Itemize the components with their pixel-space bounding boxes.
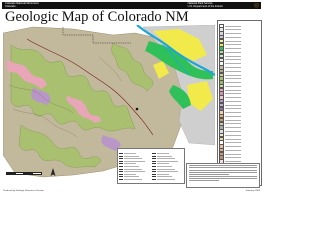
- symbol-key-label-placeholder: [157, 174, 169, 175]
- north-arrow-icon: [50, 168, 56, 177]
- legend-label-placeholder: [225, 161, 241, 162]
- note-line: [189, 176, 257, 177]
- symbol-key-line: [152, 166, 156, 167]
- map-notes: [186, 163, 260, 188]
- legend-label-placeholder: [225, 26, 241, 27]
- legend-label-placeholder: [225, 67, 241, 68]
- department-line: U.S. Department of the Interior: [187, 4, 223, 8]
- legend-label-placeholder: [225, 123, 241, 124]
- map-symbol-key: [117, 148, 185, 184]
- symbol-key-line: [152, 174, 156, 175]
- legend-items: [219, 24, 260, 186]
- symbol-key-line: [119, 179, 123, 180]
- symbol-key-line: [119, 161, 123, 162]
- legend-label-placeholder: [225, 37, 241, 38]
- park-name-line: Colorado National Monument: [5, 1, 39, 5]
- symbol-key-line: [152, 156, 156, 157]
- symbol-key-label-placeholder: [157, 179, 175, 180]
- legend-label-placeholder: [225, 105, 241, 106]
- symbol-key-label-placeholder: [124, 158, 142, 159]
- footer-date: February 2008: [245, 190, 260, 192]
- arrowhead-logo-icon: [254, 3, 259, 9]
- symbol-key-line: [152, 153, 156, 154]
- legend-label-placeholder: [225, 120, 241, 121]
- symbol-key-line: [152, 161, 156, 162]
- park-state-line: Colorado: [5, 4, 16, 8]
- symbol-key-line: [119, 171, 123, 172]
- scale-segment: [32, 172, 43, 175]
- symbol-key-line: [152, 171, 156, 172]
- footer: [2, 189, 261, 195]
- legend-label-placeholder: [225, 63, 241, 64]
- legend-label-placeholder: [225, 116, 241, 117]
- symbol-key-label-placeholder: [124, 163, 136, 164]
- symbol-key-column: [152, 152, 183, 181]
- scale-bar: [6, 172, 40, 174]
- legend-label-placeholder: [225, 157, 241, 158]
- note-line: [189, 170, 257, 171]
- symbol-key-label-placeholder: [124, 171, 145, 172]
- symbol-key-label-placeholder: [124, 169, 142, 170]
- note-line: [189, 178, 257, 179]
- legend-label-placeholder: [225, 75, 241, 76]
- legend-label-placeholder: [225, 97, 241, 98]
- symbol-key-label-placeholder: [124, 176, 139, 177]
- symbol-key-label-placeholder: [157, 156, 172, 157]
- symbol-key-label-placeholder: [124, 153, 136, 154]
- header-bar: [2, 2, 261, 9]
- symbol-key-label-placeholder: [157, 166, 172, 167]
- legend-label-placeholder: [225, 142, 241, 143]
- legend-label-placeholder: [225, 135, 241, 136]
- legend-label-placeholder: [225, 52, 241, 53]
- symbol-key-line: [152, 179, 156, 180]
- legend-label-placeholder: [225, 112, 241, 113]
- symbol-key-line: [119, 176, 123, 177]
- symbol-key-label-placeholder: [157, 176, 172, 177]
- symbol-key-line: [152, 158, 156, 159]
- symbol-key-line: [119, 153, 123, 154]
- symbol-key-line: [119, 158, 123, 159]
- symbol-key-label-placeholder: [157, 153, 169, 154]
- legend-label-placeholder: [225, 150, 241, 151]
- symbol-key-line: [119, 174, 123, 175]
- symbol-key-label-placeholder: [124, 174, 136, 175]
- symbol-key-label-placeholder: [124, 161, 145, 162]
- symbol-key-label-placeholder: [124, 179, 142, 180]
- legend-label-placeholder: [225, 93, 241, 94]
- park-name: [5, 3, 39, 9]
- legend-label-placeholder: [225, 139, 241, 140]
- note-line: [189, 165, 257, 166]
- legend-label-placeholder: [225, 71, 241, 72]
- note-line: [189, 174, 229, 175]
- symbol-key-item: [152, 178, 183, 181]
- legend-label-placeholder: [225, 101, 241, 102]
- agency-line: National Park Service: [187, 1, 213, 5]
- map-location-marker: [136, 108, 139, 111]
- legend-label-placeholder: [225, 154, 241, 155]
- symbol-key-column: [119, 152, 150, 181]
- symbol-key-label-placeholder: [157, 158, 175, 159]
- legend-label-placeholder: [225, 41, 241, 42]
- footer-credit: Produced by Geologic Resources Division: [3, 190, 44, 192]
- legend-label-placeholder: [225, 44, 241, 45]
- note-line: [189, 180, 219, 181]
- legend-label-placeholder: [225, 48, 241, 49]
- symbol-key-item: [119, 178, 150, 181]
- legend-label-placeholder: [225, 146, 241, 147]
- legend-label-placeholder: [225, 86, 241, 87]
- symbol-key-line: [152, 163, 156, 164]
- symbol-key-line: [152, 169, 156, 170]
- note-line: [189, 167, 257, 168]
- legend-label-placeholder: [225, 108, 241, 109]
- page-title: Geologic Map of Colorado NM: [5, 9, 189, 25]
- symbol-key-line: [119, 169, 123, 170]
- legend-label-placeholder: [225, 59, 241, 60]
- symbol-key-line: [119, 156, 123, 157]
- legend-label-placeholder: [225, 56, 241, 57]
- symbol-key-label-placeholder: [124, 156, 139, 157]
- symbol-key-line: [152, 176, 156, 177]
- symbol-key-label-placeholder: [157, 169, 175, 170]
- legend-label-placeholder: [225, 78, 241, 79]
- symbol-key-label-placeholder: [157, 163, 169, 164]
- legend-label-placeholder: [225, 90, 241, 91]
- symbol-key-line: [119, 163, 123, 164]
- legend-label-placeholder: [225, 33, 241, 34]
- symbol-key-line: [119, 166, 123, 167]
- legend-label-placeholder: [225, 131, 241, 132]
- legend-label-placeholder: [225, 127, 241, 128]
- note-line: [189, 172, 257, 173]
- symbol-key-label-placeholder: [124, 166, 139, 167]
- legend-label-placeholder: [225, 82, 241, 83]
- agency-name: [188, 3, 223, 9]
- legend-label-placeholder: [225, 29, 241, 30]
- symbol-key-label-placeholder: [157, 161, 178, 162]
- symbol-key-label-placeholder: [157, 171, 178, 172]
- map-legend: [217, 20, 262, 186]
